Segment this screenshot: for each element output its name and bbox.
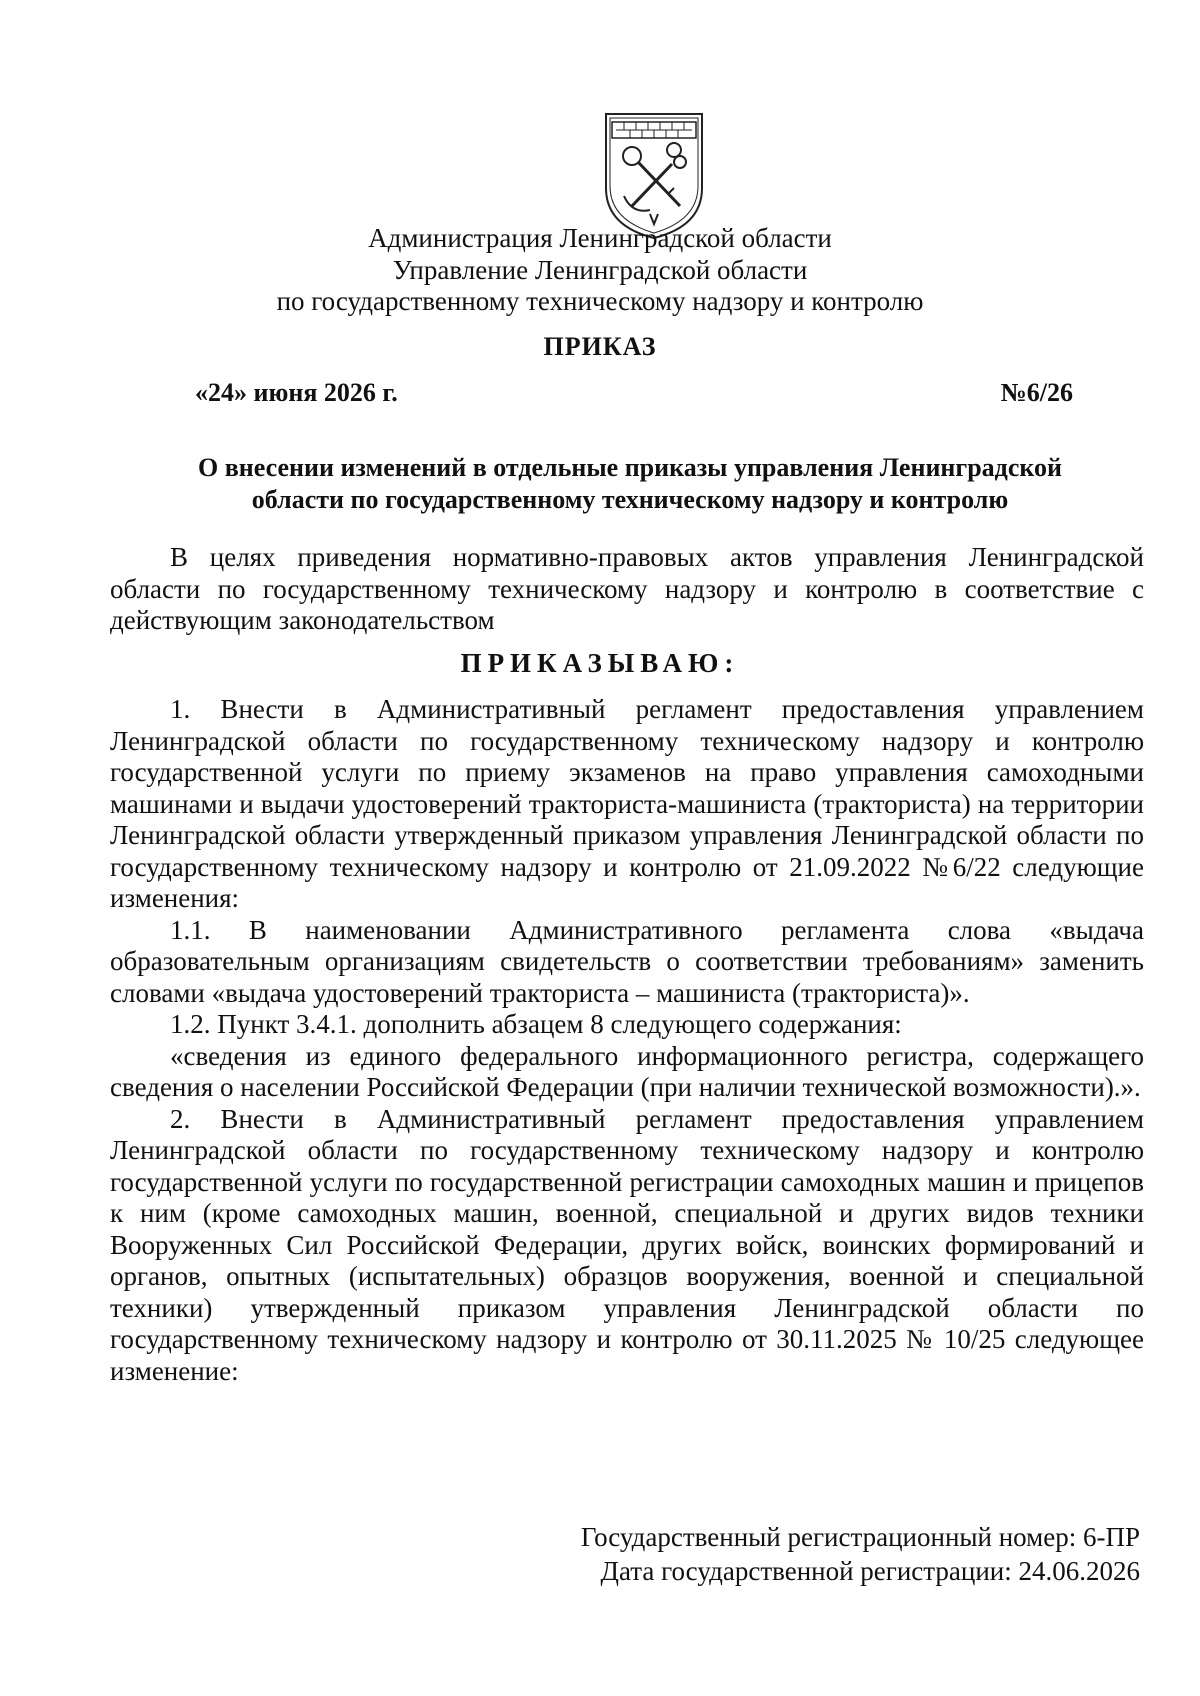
order-item: 1.1. В наименовании Административного регламента слова «выдача образовательным организациям свидетельств о соответствии требованиям» заменить словами «выдача удостоверений тракториста – машиниста (тракториста)». <box>110 914 1144 1008</box>
order-item: 2. Внести в Административный регламент предоставления управлением Ленинградской области по государственному техническому надзору и контролю государственной услуги по государственной регистрации самоходных машин и прицепов к ним (кроме самоходных машин, военной, специальной и других видов техники Вооруженных Сил Российской Федерации, других войск, воинских формирований и органов, опытных (испытательных) образцов вооружения, военной и специальной техники) утвержденный приказом управления Ленинградской области по государственному техническому надзору и контролю от 30.11.2025 № 10/25 следующее изменение: <box>110 1103 1144 1386</box>
order-item: «сведения из единого федерального информационного регистра, содержащего сведения о населении Российской Федерации (при наличии технической возможности).». <box>110 1040 1144 1102</box>
authority-name: Администрация Ленинградской области <box>368 223 832 253</box>
document-number: №6/26 <box>1000 378 1073 407</box>
document-date: «24» июня 2026 г. <box>195 378 398 407</box>
department-scope: по государственному техническому надзору и контролю <box>276 286 924 316</box>
registration-number: Государственный регистрационный номер: 6-ПР <box>580 1522 1140 1552</box>
order-items <box>110 694 1144 1387</box>
registration-date: Дата государственной регистрации: 24.06.2026 <box>600 1556 1140 1586</box>
preamble <box>110 542 1144 637</box>
document-type: ПРИКАЗ <box>543 332 657 361</box>
decree-heading: ПРИКАЗЫВАЮ: <box>460 648 740 678</box>
order-item: 1.2. Пункт 3.4.1. дополнить абзацем 8 следующего содержания: <box>170 1009 902 1039</box>
registration-info <box>581 1520 1140 1588</box>
document-subject: О внесении изменений в отдельные приказы управления Ленинградской области по государственному техническому надзору и контролю <box>198 453 1062 514</box>
preamble-text: В целях приведения нормативно-правовых актов управления Ленинградской области по государственному техническому надзору и контролю в соответствие с действующим законодательством <box>110 542 1144 635</box>
order-item: 1. Внести в Административный регламент предоставления управлением Ленинградской области по государственному техническому надзору и контролю государственной услуги по приему экзаменов на право управления самоходными машинами и выдачи удостоверений тракториста-машиниста (тракториста) на территории Ленинградской области утвержденный приказом управления Ленинградской области по государственному техническому надзору и контролю от 21.09.2022 №6/22 следующие изменения: <box>110 694 1144 913</box>
department-name: Управление Ленинградской области <box>392 255 808 285</box>
